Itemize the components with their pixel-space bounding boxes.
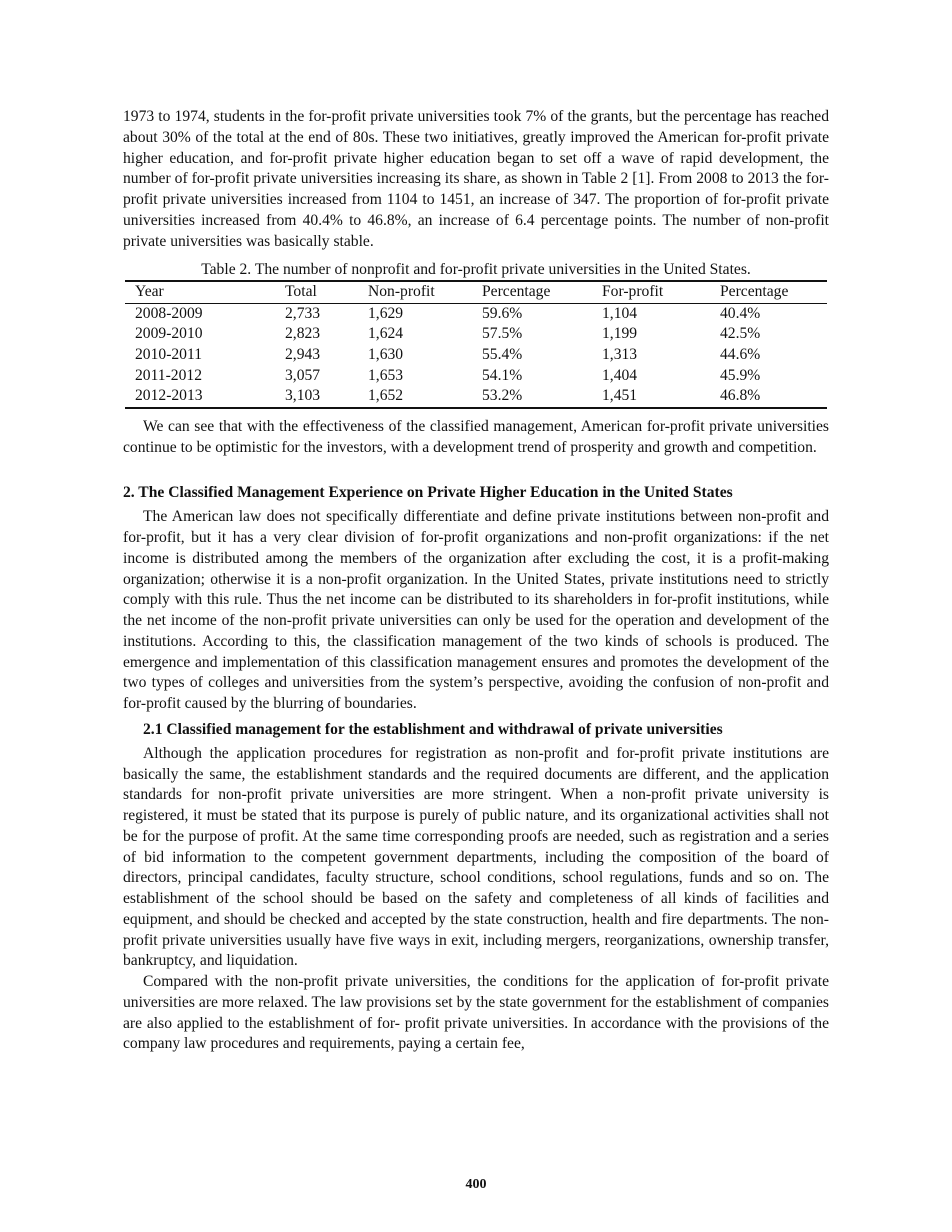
table-cell: 44.6% [720, 346, 761, 364]
table-cell: 1,653 [368, 366, 404, 384]
table-cell: 53.2% [472, 386, 592, 408]
after-table-paragraph: We can see that with the effectiveness of the classified management, American for-profit private universities continue to be optimistic for the investors, with a development trend of prosperity and growth and competition. [123, 417, 829, 456]
table-cell: 42.5% [720, 325, 761, 343]
table-cell: 57.5% [482, 325, 523, 343]
section-2-1-paragraph-2: Compared with the non-profit private universities, the conditions for the application of for-profit private universities are more relaxed. The law provisions set by the state government for the establishment of companies are also applied to the establishment of for- profit private universities. In accordance with the provisions of the company law procedures and requirements, paying a certain fee, [123, 973, 829, 1053]
table-cell: 1,624 [368, 325, 404, 343]
table-cell: 2,733 [285, 304, 321, 322]
table-row [125, 386, 827, 408]
table-cell: 45.9% [720, 366, 761, 384]
table-header-cell: Year [125, 281, 275, 303]
table-cell: 59.6% [482, 304, 523, 322]
table-cell: 2,823 [285, 325, 321, 343]
table-header-cell: Percentage [710, 281, 827, 303]
section-2-1-paragraph-1: Although the application procedures for registration as non-profit and for-profit private institutions are basically the same, the establishment standards and the required documents are different, and the application standards for non-profit private universities are more stringent. When a non-profit private university is registered, it must be stated that its purpose is purely of public nature, and its organizational activities shall not be for the purpose of profit. At the same time corresponding proofs are needed, such as registration and a series of bid information to the competent government departments, including the composition of the board of directors, principal candidates, faculty structure, school conditions, school regulations, funds and so on. The establishment of the school should be based on the safety and completeness of all kinds of facilities and equipment, and should be checked and accepted by the state construction, health and fire departments. The non-profit private universities usually have five ways in exit, including mergers, reorganizations, ownership transfer, bankruptcy, and liquidation. [123, 744, 829, 970]
table-header-cell: For-profit [592, 281, 710, 303]
table-cell: 1,104 [602, 304, 638, 322]
table-cell: 1,199 [602, 325, 638, 343]
table-cell: 46.8% [710, 386, 827, 408]
page-body [123, 107, 829, 1055]
universities-table [125, 280, 827, 409]
table-row [125, 303, 827, 324]
table-cell: 1,451 [592, 386, 710, 408]
table-row [125, 366, 827, 387]
table-cell: 2011-2012 [135, 366, 202, 384]
table-header-cell: Total [275, 281, 358, 303]
table-cell: 1,404 [602, 366, 638, 384]
section-2-heading: 2. The Classified Management Experience on Private Higher Education in the United States [123, 484, 733, 502]
table-cell: 2012-2013 [125, 386, 275, 408]
table-header-row [125, 281, 827, 303]
intro-paragraph: 1973 to 1974, students in the for-profit private universities took 7% of the grants, but the percentage has reached about 30% of the total at the end of 80s. These two initiatives, greatly improved the American for-profit private higher education, and for-profit private higher education began to set off a wave of rapid development, the number of for-profit private universities increasing its share, as shown in Table 2 [1]. From 2008 to 2013 the for-profit private universities increased from 1104 to 1451, an increase of 347. The proportion of for-profit private universities increased from 40.4% to 46.8%, an increase of 6.4 percentage points. The number of non-profit private universities was basically stable. [123, 108, 829, 250]
table-row [125, 324, 827, 345]
table-cell: 3,057 [285, 366, 321, 384]
table-header-cell: Percentage [472, 281, 592, 303]
table-cell: 3,103 [275, 386, 358, 408]
table-cell: 1,630 [368, 346, 404, 364]
table-cell: 40.4% [720, 304, 761, 322]
table-row [125, 345, 827, 366]
table-cell: 1,629 [368, 304, 404, 322]
table-header-cell: Non-profit [358, 281, 472, 303]
table-cell: 55.4% [482, 346, 523, 364]
table-cell: 2010-2011 [135, 346, 202, 364]
table-cell: 1,652 [358, 386, 472, 408]
table-cell: 2,943 [285, 346, 321, 364]
table-cell: 2009-2010 [135, 325, 203, 343]
section-2-paragraph: The American law does not specifically differentiate and define private institutions between non-profit and for-profit, but it has a very clear division of for-profit organizations and non-profit organizations: if the net income is distributed among the members of the organization after excluding the cost, it is a profit-making organization; otherwise it is a non-profit organization. In the United States, private institutions need to strictly comply with this rule. Thus the net income can be distributed to its shareholders in for-profit institutions, while the net income of the non-profit private universities can only be used for the operation and development of the institutions. According to this, the classification management of the two kinds of schools is produced. The emergence and implementation of this classification management ensures and promotes the development of the two types of colleges and universities from the system’s perspective, avoiding the confusion of non-profit and for-profit caused by the blurring of boundaries. [123, 508, 829, 713]
page-number: 400 [465, 1177, 487, 1192]
table-cell: 54.1% [482, 366, 523, 384]
table-cell: 2008-2009 [135, 304, 203, 322]
table-cell: 1,313 [602, 346, 638, 364]
section-2-1-heading: 2.1 Classified management for the establishment and withdrawal of private universities [143, 720, 723, 738]
table-caption: Table 2. The number of nonprofit and for-profit private universities in the United States. [201, 261, 751, 279]
